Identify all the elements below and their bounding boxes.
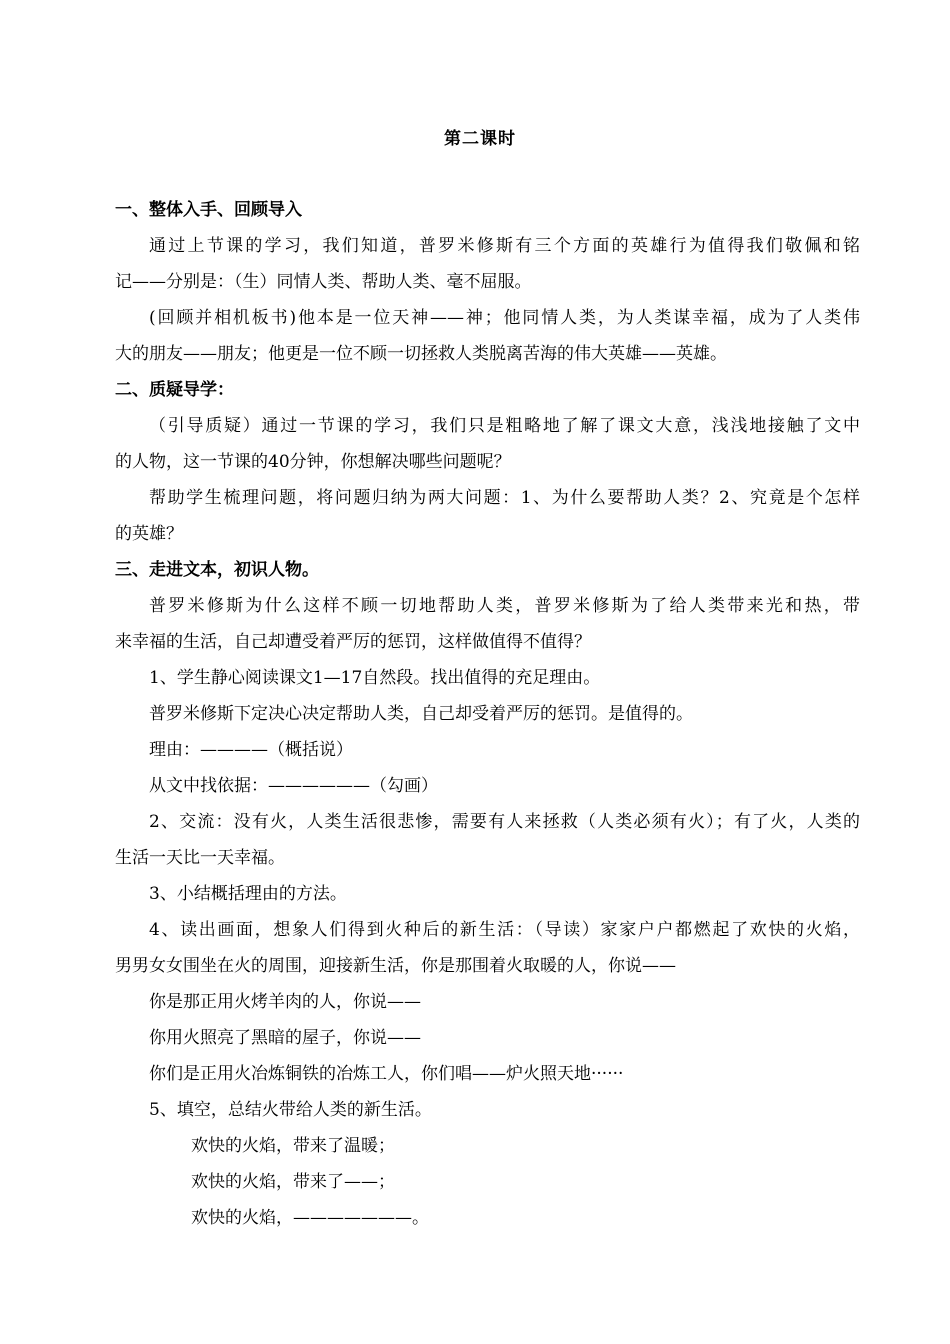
paragraph-line: 普罗米修斯下定决心决定帮助人类，自己却受着严厉的惩罚。是值得的。	[149, 704, 693, 724]
paragraph-line: 3、小结概括理由的方法。	[149, 884, 347, 904]
paragraph-line: 的英雄？	[115, 524, 183, 544]
paragraph-line: 2、交流：没有火，人类生活很悲惨，需要有人来拯救（人类必须有火）；有了火，人类的	[149, 812, 860, 832]
paragraph-line: 帮助学生梳理问题，将问题归纳为两大问题：1、为什么要帮助人类？2、究竟是个怎样	[149, 488, 860, 508]
paragraph-line: 理由：————（概括说）	[149, 740, 353, 760]
paragraph-line: 从文中找依据：——————（勾画）	[149, 776, 438, 796]
paragraph-line: 1、学生静心阅读课文1—17自然段。找出值得的充足理由。	[149, 668, 601, 688]
paragraph-line: 大的朋友——朋友；他更是一位不顾一切拯救人类脱离苦海的伟大英雄——英雄。	[115, 344, 727, 364]
paragraph-line: 你用火照亮了黑暗的屋子，你说——	[149, 1028, 421, 1048]
paragraph-line: 你们是正用火冶炼铜铁的冶炼工人，你们唱——炉火照天地······	[149, 1064, 624, 1084]
paragraph-line: （引导质疑）通过一节课的学习，我们只是粗略地了解了课文大意，浅浅地接触了文中	[149, 416, 860, 436]
section-heading: 二、质疑导学：	[115, 380, 234, 400]
paragraph-line: 生活一天比一天幸福。	[115, 848, 285, 868]
paragraph-line: 5、填空，总结火带给人类的新生活。	[149, 1100, 432, 1120]
section-heading: 一、整体入手、回顾导入	[115, 200, 302, 220]
paragraph-line: 欢快的火焰，带来了温暖；	[191, 1136, 395, 1156]
section-heading: 三、走进文本，初识人物。	[115, 560, 319, 580]
paragraph-line: 来幸福的生活，自己却遭受着严厉的惩罚，这样做值得不值得？	[115, 632, 591, 652]
paragraph-line: 的人物，这一节课的40分钟，你想解决哪些问题呢？	[115, 452, 511, 472]
paragraph-line: 普罗米修斯为什么这样不顾一切地帮助人类，普罗米修斯为了给人类带来光和热，带	[149, 596, 860, 616]
paragraph-line: 你是那正用火烤羊肉的人，你说——	[149, 992, 421, 1012]
paragraph-line: 记——分别是：（生）同情人类、帮助人类、毫不屈服。	[115, 272, 532, 292]
paragraph-line: 通过上节课的学习，我们知道，普罗米修斯有三个方面的英雄行为值得我们敬佩和铭	[149, 236, 860, 256]
page-title: 第二课时	[444, 129, 516, 149]
paragraph-line: 4、读出画面，想象人们得到火种后的新生活：（导读）家家户户都燃起了欢快的火焰，	[149, 920, 860, 940]
paragraph-line: 欢快的火焰，带来了——；	[191, 1172, 395, 1192]
document-body	[115, 192, 860, 1236]
paragraph-line: 男男女女围坐在火的周围，迎接新生活，你是那围着火取暖的人，你说——	[115, 956, 676, 976]
paragraph-line: (回顾并相机板书)他本是一位天神——神；他同情人类，为人类谋幸福，成为了人类伟	[149, 308, 860, 328]
paragraph-line: 欢快的火焰，———————。	[191, 1208, 429, 1228]
